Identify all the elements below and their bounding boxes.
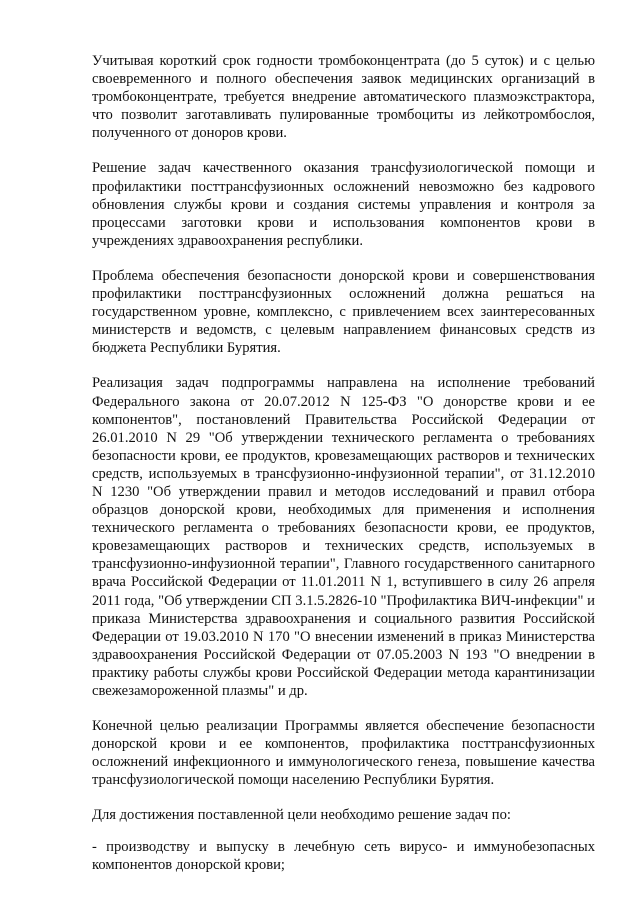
- paragraph-blood-safety-problem: Проблема обеспечения безопасности донорской крови и совершенствования профилактики посттрансфузионных осложнений должна решаться на государственном уровне, комплексно, с привлечением всех заинтересованных министерств и ведомств, с целевым направлением финансовых средств из бюджета Республики Бурятия.: [92, 267, 595, 357]
- paragraph-platelet-shelf-life: Учитывая короткий срок годности тромбоконцентрата (до 5 суток) и с целью своевременного и полного обеспечения заявок медицинских организаций в тромбоконцентрате, требуется внедрение автоматического плазмоэкстрактора, что позволит заготавливать пулированные тромбоциты из лейкотромбослоя, полученного от доноров крови.: [92, 53, 595, 142]
- list-item-task-production: - производству и выпуску в лечебную сеть вирусо- и иммунобезопасных компонентов донорской крови;: [92, 838, 595, 873]
- paragraph-legal-requirements: Реализация задач подпрограммы направлена на исполнение требований Федерального закона от 20.07.2012 N 125-ФЗ "О донорстве крови и ее компонентов", постановлений Правительства Российской Федерации от 26.01.2010 N 29 "Об утверждении технического регламента о требованиях безопасности крови, ее продуктов, кровезамещающих растворов и технических средств, используемых в трансфузионно-инфузионной терапии", от 31.12.2010 N 1230 "Об утверждении правил и методов исследований и правил отбора образцов донорской крови, необходимых для применения и исполнения технического регламента о требованиях безопасности крови, ее продуктов, кровезамещающих растворов и технических средств, используемых в трансфузионно-инфузионной терапии", Главного государственного санитарного врача Российской Федерации от 11.01.2011 N 1, вступившего в силу 26 апреля 2011 года, "Об утверждении СП 3.1.5.2826-10 "Профилактика ВИЧ-инфекции" и приказа Министерства здравоохранения и социального развития Российской Федерации от 19.03.2010 N 170 "О внесении изменений в приказ Министерства здравоохранения Российской Федерации от 07.05.2003 N 193 "О внедрении в практику работы службы крови Российской Федерации метода карантинизации свежезамороженной плазмы" и др.: [92, 375, 595, 699]
- paragraph-transfusion-care: Решение задач качественного оказания трансфузиологической помощи и профилактики посттрансфузионных осложнений невозможно без кадрового обновления службы крови и создания системы управления и контроля за процессами заготовки крови и использования компонентов крови в учреждениях здравоохранения республики.: [92, 160, 595, 249]
- document-page: [92, 52, 595, 891]
- paragraph-tasks-intro: Для достижения поставленной цели необходимо решение задач по:: [92, 807, 511, 824]
- paragraph-program-goal: Конечной целью реализации Программы является обеспечение безопасности донорской крови и ее компонентов, профилактика посттрансфузионных осложнений инфекционного и иммунологического генеза, повышение качества трансфузиологической помощи населению Республики Бурятия.: [92, 718, 595, 789]
